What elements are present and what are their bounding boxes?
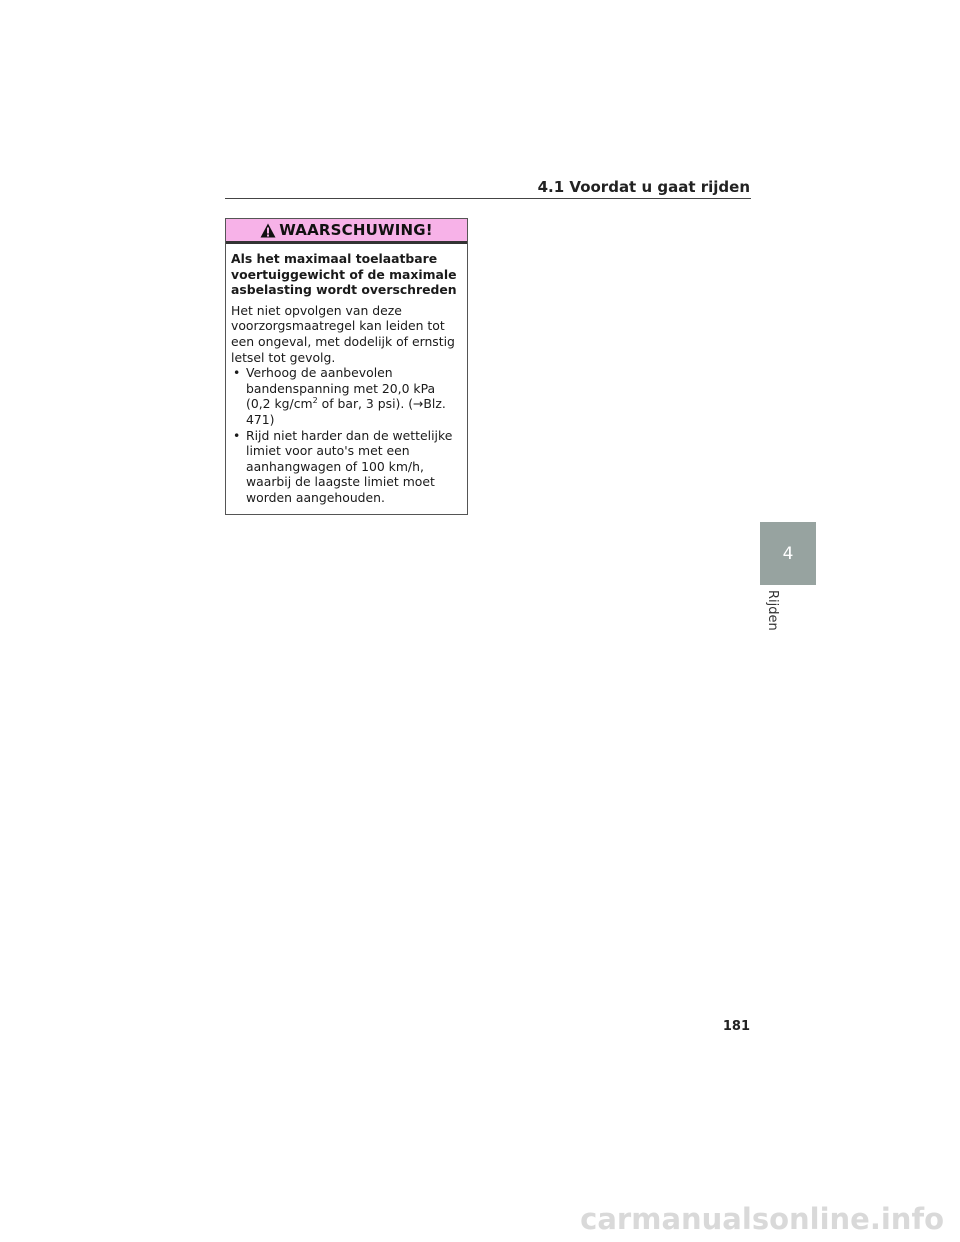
header-divider [225,198,751,199]
chapter-number: 4 [782,543,794,564]
chapter-tab [760,522,816,585]
warning-header [226,219,467,244]
warning-bullets [231,365,462,505]
warning-body [226,244,467,514]
warning-intro: Het niet opvolgen van deze voorzorgsmaatregel kan leiden tot een ongeval, met dodelijk of ernstig letsel tot gevolg. [231,302,455,365]
warning-heading: Als het maximaal toelaatbare voertuiggewicht of de maximale asbelasting wordt overschreden [231,251,457,298]
list-item: • Rijd niet harder dan de wettelijke limiet voor auto's met een aanhangwagen of 100 km/h, waarbij de laagste limiet moet worden aangehouden. [231,428,462,506]
chapter-label: Rijden [765,590,780,631]
watermark: carmanualsonline.info [580,1202,944,1236]
section-header-title: 4.1 Voordat u gaat rijden [537,178,750,196]
list-item: • Verhoog de aanbevolen bandenspanning met 20,0 kPa (0,2 $kg/cm^2$ of bar, 3 psi). (→Blz. 471) [231,365,462,427]
warning-triangle-icon [260,223,276,238]
page-number: 181 [722,1019,750,1034]
warning-box [225,218,468,515]
warning-title: WAARSCHUWING! [279,221,433,239]
